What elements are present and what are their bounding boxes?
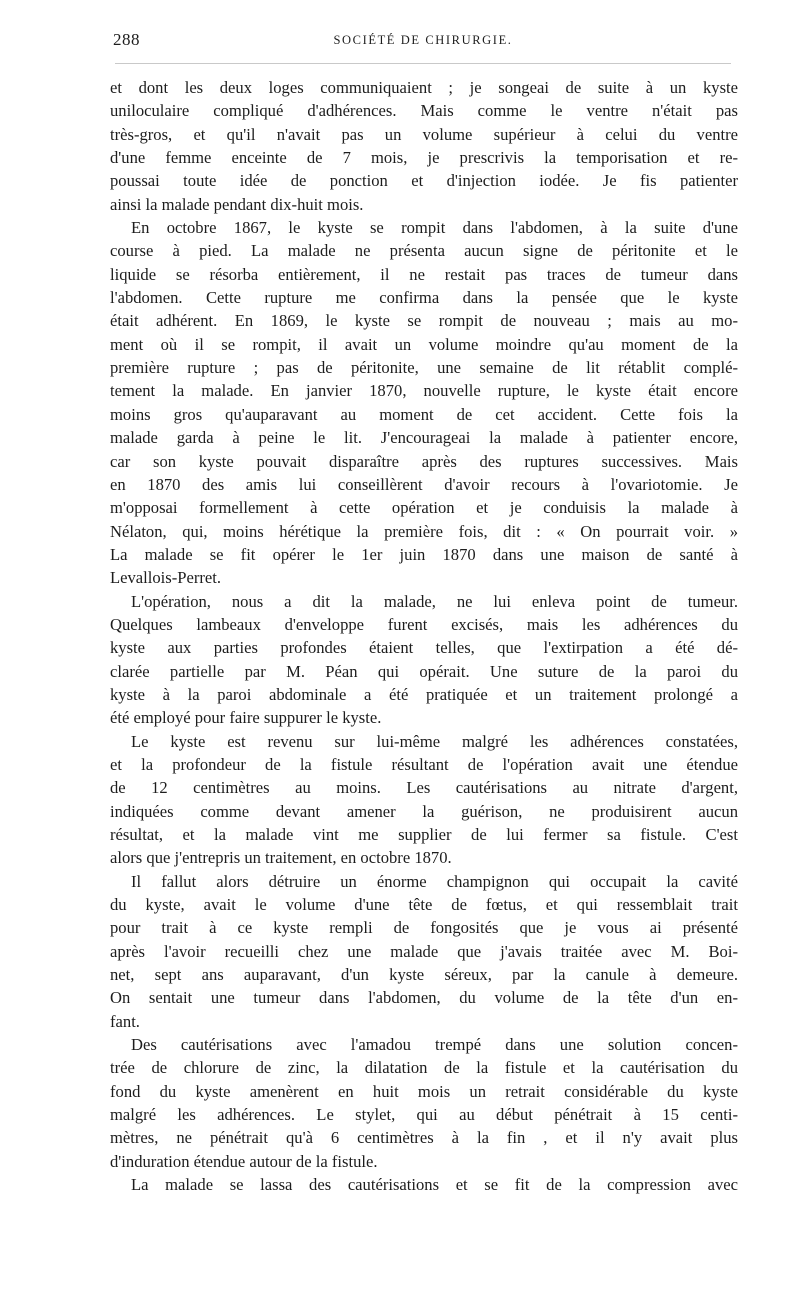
text-line: et la profondeur de la fistule résultant de l'opération avait une étendue [110, 754, 738, 774]
text-line: en 1870 des amis lui conseillèrent d'avoir recours à l'ovariotomie. Je [110, 474, 738, 494]
page-number: 288 [113, 30, 140, 49]
text-line: Quelques lambeaux d'enveloppe furent excisés, mais les adhérences du [110, 614, 738, 634]
text-line: résultat, et la malade vint me supplier de lui fermer sa fistule. C'est [110, 825, 738, 844]
text-line: poussai toute idée de ponction et d'injection iodée. Je fis patienter [110, 171, 738, 191]
text-line: était adhérent. En 1869, le kyste se rompit de nouveau ; mais au mo- [110, 311, 738, 331]
text-line: moins gros qu'auparavant au moment de cet accident. Cette fois la [110, 404, 738, 424]
text-line: alors que j'entrepris un traitement, en octobre 1870. [110, 848, 452, 868]
text-line: indiquées comme devant amener la guérison, ne produisirent aucun [110, 801, 738, 821]
text-line: liquide se résorba entièrement, il ne restait pas traces de tumeur dans [110, 264, 738, 284]
text-line: kyste à la paroi abdominale a été pratiquée et un traitement prolongé a [110, 684, 738, 704]
header-rule [115, 63, 731, 64]
text-line: pour trait à ce kyste rempli de fongosités que je vous ai présenté [110, 918, 738, 938]
text-line: On sentait une tumeur dans l'abdomen, du volume de la tête d'un en- [110, 988, 738, 1008]
text-line: première rupture ; pas de péritonite, une semaine de lit rétablit complé- [110, 358, 738, 378]
text-line: d'une femme enceinte de 7 mois, je prescrivis la temporisation et re- [110, 148, 738, 168]
text-line: été employé pour faire suppurer le kyste. [110, 708, 382, 728]
page-header [113, 30, 733, 54]
text-line: car son kyste pouvait disparaître après des ruptures successives. Mais [110, 451, 738, 471]
text-line: trée de chlorure de zinc, la dilatation de la fistule et la cautérisation du [110, 1058, 738, 1078]
text-line: Nélaton, qui, moins hérétique la première fois, dit : « On pourrait voir. » [110, 521, 738, 541]
text-line: La malade se fit opérer le 1er juin 1870 dans une maison de santé à [110, 544, 738, 564]
text-line: malade garda à peine le lit. J'encourageai la malade à patienter encore, [110, 428, 738, 448]
text-line: ainsi la malade pendant dix-huit mois. [110, 194, 364, 214]
text-line: et dont les deux loges communiquaient ; je songeai de suite à un kyste [110, 78, 738, 97]
text-line: Il fallut alors détruire un énorme champignon qui occupait la cavité [131, 871, 738, 891]
text-line: de 12 centimètres au moins. Les cautérisations au nitrate d'argent, [110, 778, 738, 798]
text-line: l'abdomen. Cette rupture me confirma dans la pensée que le kyste [110, 288, 738, 308]
text-line: Le kyste est revenu sur lui-même malgré les adhérences constatées, [131, 731, 738, 751]
text-line: net, sept ans auparavant, d'un kyste séreux, par la canule à demeure. [110, 965, 738, 985]
body-text [110, 76, 738, 1197]
text-line: très-gros, et qu'il n'avait pas un volume supérieur à celui du ventre [110, 124, 738, 144]
text-line: du kyste, avait le volume d'une tête de fœtus, et qui ressemblait trait [110, 895, 738, 915]
text-line: La malade se lassa des cautérisations et se fit de la compression avec [131, 1175, 738, 1195]
text-line: tement la malade. En janvier 1870, nouvelle rupture, le kyste était encore [110, 381, 738, 401]
text-line: kyste aux parties profondes étaient telles, que l'extirpation a été dé- [110, 638, 738, 658]
text-line: Des cautérisations avec l'amadou trempé dans une solution concen- [131, 1035, 738, 1055]
text-line: fond du kyste amenèrent en huit mois un retrait considérable du kyste [110, 1081, 738, 1101]
text-line: L'opération, nous a dit la malade, ne lui enleva point de tumeur. [131, 591, 738, 611]
text-line: Levallois-Perret. [110, 568, 222, 588]
text-line: uniloculaire compliqué d'adhérences. Mais comme le ventre n'était pas [110, 101, 738, 121]
text-line: clarée partielle par M. Péan qui opérait. Une suture de la paroi du [110, 661, 738, 681]
text-line: fant. [110, 1011, 140, 1031]
text-line: après l'avoir recueilli chez une malade que j'avais traitée avec M. Boi- [110, 941, 738, 961]
text-line: ment où il se rompit, il avait un volume moindre qu'au moment de la [110, 334, 738, 354]
text-line: mètres, ne pénétrait qu'à 6 centimètres à la fin , et il n'y avait plus [110, 1128, 738, 1148]
text-line: m'opposai formellement à cette opération et je conduisis la malade à [110, 498, 738, 518]
text-line: En octobre 1867, le kyste se rompit dans l'abdomen, à la suite d'une [131, 218, 738, 238]
running-head: SOCIÉTÉ DE CHIRURGIE. [333, 33, 513, 47]
text-line: malgré les adhérences. Le stylet, qui au début pénétrait à 15 centi- [110, 1105, 738, 1125]
text-line: course à pied. La malade ne présenta aucun signe de péritonite et le [110, 241, 738, 261]
text-line: d'induration étendue autour de la fistule. [110, 1151, 378, 1171]
